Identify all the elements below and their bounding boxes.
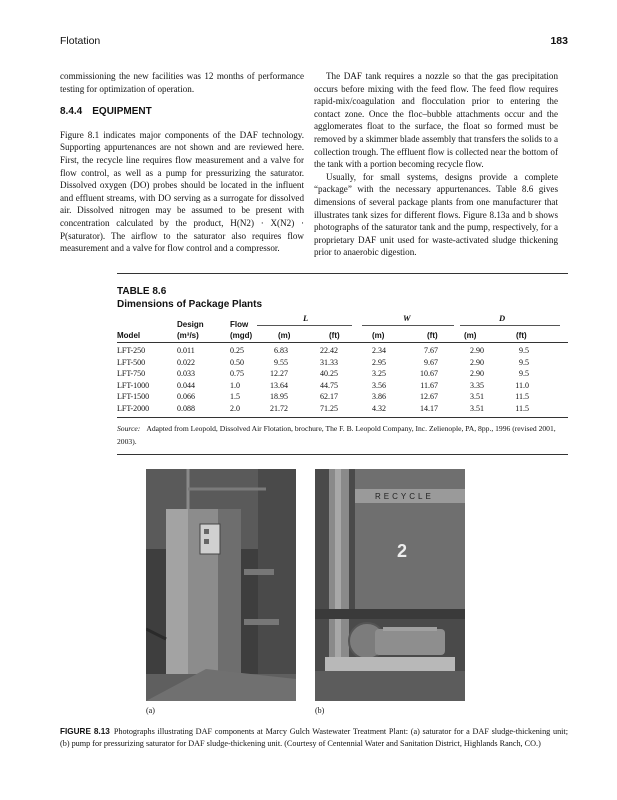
pipe-marking-text: RECYCLE	[375, 492, 434, 501]
cell: 9.5	[519, 346, 529, 355]
cell: 0.011	[177, 346, 195, 355]
col-header: (m)	[278, 331, 291, 340]
cell: 10.67	[420, 369, 438, 378]
paragraph: Figure 8.1 indicates major components of the DAF technology. Supporting appurtenances are not shown and are reviewed here. First, the recycle line requires flow measurement and a valve for flow control, as well as a pump for pressurizing the saturator. Dissolved oxygen (DO) probes should be located in the influent and effluent streams, with DO serving as a surrogate for dissolved air. Dissolved nitrogen may be assumed to be present with concentration calculated by the product, H(N2) · X(N2) · P(saturator). The airflow to the saturator also requires flow measurement and a valve for flow control and a compressor.	[60, 129, 304, 254]
source-text: Adapted from Leopold, Dissolved Air Flotation, brochure, The F. B. Leopold Company, Inc. Zelienople, PA, 8pp., 1996 (revised 2001, 2003).	[117, 424, 556, 446]
cell: 0.022	[177, 357, 195, 367]
table-bottom-rule	[117, 417, 568, 418]
col-header: (ft)	[427, 331, 438, 340]
group-label-D: D	[499, 313, 506, 323]
cell: 2.95	[372, 357, 386, 367]
col-header: (ft)	[516, 331, 527, 340]
cell: 3.25	[372, 369, 386, 378]
cell: 0.033	[177, 369, 195, 378]
saturator-photo-image	[146, 469, 296, 701]
table-title	[117, 285, 262, 311]
cell: 0.25	[230, 346, 244, 355]
cell: 14.17	[420, 403, 438, 413]
col-header: (mgd)	[230, 331, 253, 340]
cell: LFT-1000	[117, 380, 150, 390]
page-number: 183	[550, 35, 568, 47]
cell: 9.5	[519, 357, 529, 367]
group-rule	[362, 325, 454, 326]
paragraph: commissioning the new facilities was 12 months of performance testing for optimization of operation.	[60, 71, 304, 94]
cell: 2.90	[470, 369, 484, 378]
cell: 13.64	[270, 380, 288, 390]
source-label: Source:	[117, 424, 141, 433]
group-rule	[460, 325, 560, 326]
photo-pump	[315, 469, 465, 701]
cell: 11.5	[515, 403, 529, 413]
cell: 4.32	[372, 403, 386, 413]
table-source-note	[117, 423, 568, 448]
section-number: 8.4.4	[60, 106, 83, 118]
figure-caption	[60, 726, 568, 751]
cell: 12.67	[420, 392, 438, 401]
cell: 0.066	[177, 392, 195, 401]
table-body	[117, 346, 568, 416]
cell: 31.33	[320, 357, 338, 367]
col-header: (m³/s)	[177, 331, 199, 340]
cell: LFT-500	[117, 357, 146, 367]
col-header: (m)	[464, 331, 477, 340]
col-header: Model	[117, 331, 141, 340]
cell: 40.25	[320, 369, 338, 378]
pump-photo-image	[315, 469, 465, 701]
running-header	[60, 35, 568, 49]
table-label: TABLE 8.6	[117, 286, 167, 297]
cell: 9.67	[424, 357, 438, 367]
cell: 6.83	[274, 346, 288, 355]
cell: 0.75	[230, 369, 244, 378]
cell: 44.75	[320, 380, 338, 390]
cell: 2.90	[470, 357, 484, 367]
cell: 9.55	[274, 357, 288, 367]
group-label-L: L	[303, 313, 309, 323]
cell: 11.0	[515, 380, 529, 390]
table-header-rule	[117, 342, 568, 343]
cell: 3.51	[470, 392, 484, 401]
cell: LFT-250	[117, 346, 146, 355]
right-column	[314, 70, 558, 259]
section-title: EQUIPMENT	[92, 106, 152, 118]
group-rule	[257, 325, 352, 326]
cell: 3.56	[372, 380, 386, 390]
section-heading	[60, 106, 304, 119]
col-header: (m)	[372, 331, 385, 340]
paragraph: Usually, for small systems, designs provide a complete “package” with the necessary appurtenances. Table 8.6 gives dimensions of several package plants from one manufacturer that illustrates tank sizes for different flows. Figure 8.13a and b shows photographs of the saturator tank and the pump, respectively, for a proprietary DAF unit used for waste-activated sludge thickening prior to anaerobic digestion.	[314, 171, 558, 258]
figure-caption-text: Photographs illustrating DAF components at Marcy Gulch Wastewater Treatment Plant: (a) saturator for a DAF sludge-thickening unit; (b) pump for pressurizing saturator for DAF sludge-thickening unit. (Courtesy of Centennial Water and Sanitation District, Highlands Ranch, CO.)	[60, 727, 568, 749]
table-top-rule	[117, 273, 568, 274]
cell: 7.67	[424, 346, 438, 355]
header-flow: Flow	[230, 320, 249, 329]
cell: 2.0	[230, 403, 240, 413]
col-header: (ft)	[329, 331, 340, 340]
cell: LFT-2000	[117, 403, 150, 413]
cell: 9.5	[519, 369, 529, 378]
photo-label-a: (a)	[146, 706, 155, 715]
cell: 3.35	[470, 380, 484, 390]
header-design: Design	[177, 320, 204, 329]
paragraph: The DAF tank requires a nozzle so that the gas precipitation occurs before mixing with the feed flow. The feed flow requires rapid-mix/coagulation and flocculation prior to entering the contact zone. Once the floc–bubble attachments occur and the agglomerates float to the surface, the float so formed must be removed by a skimmer blade assembly that transfers the solids to a collection trough. The effluent flow is collected near the bottom of the tank with a portion becoming recycle flow.	[314, 71, 558, 170]
cell: 18.95	[270, 392, 288, 401]
cell: 21.72	[270, 403, 288, 413]
table-caption: Dimensions of Package Plants	[117, 299, 263, 310]
cell: 71.25	[320, 403, 338, 413]
cell: 22.42	[320, 346, 338, 355]
photo-saturator	[146, 469, 296, 701]
group-label-W: W	[403, 313, 411, 323]
cell: LFT-750	[117, 369, 146, 378]
equipment-tag-number: 2	[397, 541, 408, 561]
cell: 1.5	[230, 392, 240, 401]
cell: 2.34	[372, 346, 386, 355]
cell: 3.51	[470, 403, 484, 413]
table-end-rule	[117, 454, 568, 455]
running-header-title: Flotation	[60, 35, 101, 47]
cell: 0.088	[177, 403, 195, 413]
cell: LFT-1500	[117, 392, 150, 401]
cell: 0.044	[177, 380, 195, 390]
cell: 62.17	[320, 392, 338, 401]
cell: 2.90	[470, 346, 484, 355]
cell: 11.5	[515, 392, 529, 401]
cell: 1.0	[230, 380, 240, 390]
photo-label-b: (b)	[315, 706, 325, 715]
left-column	[60, 70, 304, 255]
cell: 3.86	[372, 392, 386, 401]
cell: 11.67	[420, 380, 438, 390]
figure-label: FIGURE 8.13	[60, 727, 110, 736]
cell: 12.27	[270, 369, 288, 378]
cell: 0.50	[230, 357, 244, 367]
